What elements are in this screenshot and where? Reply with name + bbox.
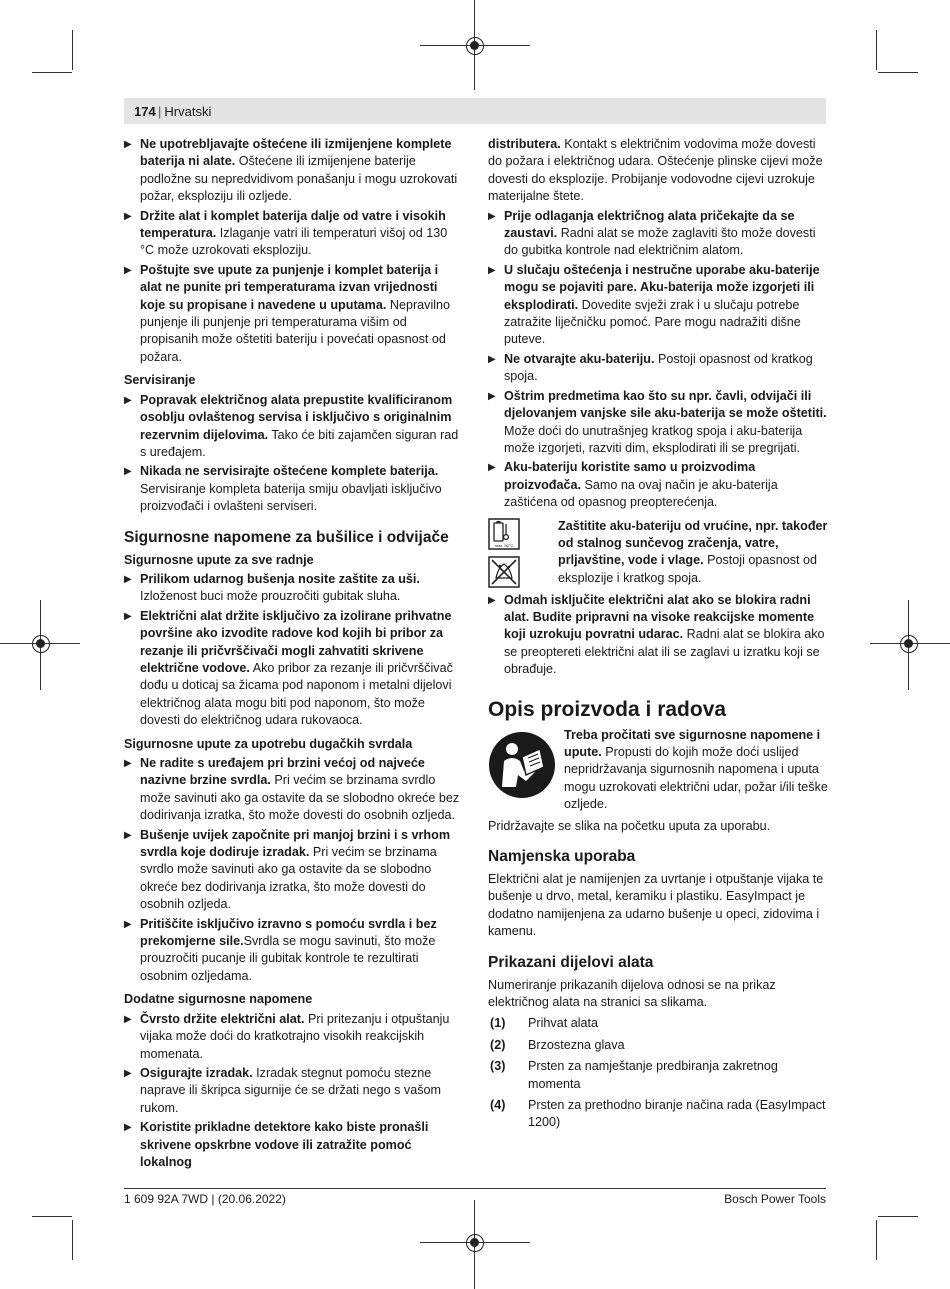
list-item: ▶ Držite alat i komplet baterija dalje od vatre i visokih temperatura. Izlaganje vatri ili temperaturi višoj od 130 °C može uzrokovati eksploziju. [124, 208, 462, 260]
list-item: (2) Brzostezna glava [490, 1037, 625, 1052]
registration-mark-icon [32, 635, 50, 653]
crop-mark [876, 1220, 877, 1260]
crop-mark [878, 1216, 918, 1217]
registration-mark-icon [466, 37, 484, 55]
paragraph: Pridržavajte se slika na početku uputa za uporabu. [488, 818, 771, 833]
list-item: ▶ U slučaju oštećenja i nestručne uporabe aku-baterije mogu se pojaviti pare. Aku-baterija može izgorjeti ili eksplodirati. Dovedite svježi zrak i u slučaju potrebe zatražite liječničku pomoć. Pare mogu nadražiti dišne puteve. [488, 262, 828, 349]
left-column [124, 136, 462, 1173]
section-subheading: Sigurnosne upute za upotrebu dugačkih svrdala [124, 736, 413, 751]
section-subheading: Servisiranje [124, 373, 196, 388]
crop-mark [72, 1220, 73, 1260]
parts-list [488, 1015, 828, 1131]
no-water-fire-icon [488, 556, 520, 588]
list-item: (1) Prihvat alata [490, 1016, 599, 1031]
paragraph: Električni alat je namijenjen za uvrtanje i otpuštanje vijaka te bušenje u drvo, metal, keramiku i plastiku. EasyImpact je dodatno namijenjena za udarno bušenje u opeci, zidovima i kamenu. [488, 872, 824, 939]
list-item: ▶ Nikada ne servisirajte oštećene komplete baterija. Servisiranje kompleta baterija smiju obavljati isključivo proizvođači i ovlašteni serviseri. [124, 463, 462, 515]
list-item: ▶ Aku-bateriju koristite samo u proizvodima proizvođača. Samo na ovaj način je aku-baterija zaštićena od opasnog preopterećenja. [488, 459, 828, 511]
list-item: ▶ Koristite prikladne detektore kako biste pronašli skrivene opskrbne vodove ili zatražite pomoć lokalnog [124, 1119, 462, 1171]
footer-rule [124, 1188, 826, 1189]
read-manual-icon [488, 731, 556, 799]
list-item: ▶ Oštrim predmetima kao što su npr. čavli, odvijači ili djelovanjem vanjske sile aku-baterija se može oštetiti. Može doći do unutrašnjeg kratkog spoja i aku-baterija može izgorjeti, razviti dim, eksplodirati ili se pregrijati. [488, 388, 828, 458]
page-number: 174 [134, 104, 156, 119]
list-item: ▶ Prije odlaganja električnog alata pričekajte da se zaustavi. Radni alat se može zaglaviti što može dovesti do gubitka kontrole nad električnim alatom. [488, 208, 828, 260]
list-item: (3) Prsten za namještanje predbiranja zakretnog momenta [490, 1059, 778, 1091]
section-heading: Prikazani dijelovi alata [488, 953, 654, 971]
brand-name: Bosch Power Tools [724, 1192, 826, 1206]
page-title: Opis proizvoda i radova [488, 697, 727, 721]
list-item: ▶ Popravak električnog alata prepustite kvalificiranom osoblju ovlaštenog servisa i isključivo s originalnim rezervnim dijelovima. Tako će biti zajamčen siguran rad s uređajem. [124, 392, 462, 462]
list-item: ▶ Čvrsto držite električni alat. Pri pritezanju i otpuštanju vijaka može doći do kratkotrajno visokih reakcijskih momenata. [124, 1011, 462, 1063]
crop-mark [878, 72, 918, 73]
battery-heat-warning: max. 50°C Zaštitite aku-bateriju od vrućine, npr. također od stalnog sunčevog zračenja, vatre, prljavštine, vode i vlage. Postoji opasnost od eksplozije i kratkog spoja. [488, 518, 828, 588]
list-item: ▶ Prilikom udarnog bušenja nosite zaštite za uši. Izloženost buci može prouzročiti gubitak sluha. [124, 571, 462, 606]
list-item: ▶ Osigurajte izradak. Izradak stegnut pomoću stezne naprave ili škripca sigurnije će se držati nego s vašom rukom. [124, 1065, 462, 1117]
page-language: | Hrvatski [158, 104, 211, 119]
section-subheading: Sigurnosne upute za sve radnje [124, 552, 314, 567]
section-heading: Namjenska uporaba [488, 848, 636, 865]
crop-mark [876, 30, 877, 70]
read-instructions-notice: Treba pročitati sve sigurnosne napomene i upute. Propusti do kojih može doći uslijed nepridržavanja sigurnosnih napomena i uputa mogu uzrokovati električni udar, požar i/ili teške ozljede. [488, 727, 828, 814]
page-header-bar [124, 98, 826, 124]
list-item: ▶ Odmah isključite električni alat ako se blokira radni alat. Budite pripravni na visoke reakcijske momente koji uzrokuju povratni udarac. Radni alat se blokira ako se preoptereti električni alat ili se zaglavi u izratku koji se obrađuje. [488, 592, 828, 679]
max-temperature-icon [488, 518, 520, 550]
crop-mark [72, 30, 73, 70]
paragraph: Numeriranje prikazanih dijelova odnosi se na prikaz električnog alata na stranici sa slikama. [488, 977, 776, 1010]
section-heading: Sigurnosne napomene za bušilice i odvijače [124, 528, 449, 546]
list-item: ▶ Poštujte sve upute za punjenje i komplet baterija i alat ne punite pri temperaturama izvan vrijednosti koje su propisane i navedene u uputama. Nepravilno punjenje ili punjenje pri temperaturama višim od propisanih može oštetiti bateriju i povećati opasnost od požara. [124, 262, 462, 366]
crop-mark [32, 1216, 72, 1217]
list-item: ▶ Električni alat držite isključivo za izolirane prihvatne površine ako izvodite radove kod kojih bi pribor za rezanje ili pričvrščivači mogli zahvatiti skrivene električne vodove. Ako pribor za rezanje ili pričvrščivač dođu u doticaj sa žicama pod naponom i metalni dijelovi električnog alata mogu biti pod naponom, što može dovesti do električnog udara rukovaoca. [124, 608, 462, 730]
registration-mark-icon [900, 635, 918, 653]
list-item: (4) Prsten za prethodno biranje načina rada (EasyImpact 1200) [490, 1098, 826, 1130]
document-code: 1 609 92A 7WD | (20.06.2022) [124, 1192, 286, 1206]
list-item: ▶ Ne radite s uređajem pri brzini većoj od najveće nazivne brzine svrdla. Pri većim se brzinama svrdlo može savinuti ako ga ostavite da se slobodno okreće bez dodirivanja izratka, što može dovesti do osobnih ozljeda. [124, 755, 462, 825]
right-column [488, 136, 828, 1136]
max-temperature-label: max. 50°C [494, 542, 514, 548]
list-item: ▶ Pritiščite isključivo izravno s pomoću svrdla i bez prekomjerne sile.Svrdla se mogu savinuti, što može prouzročiti pucanje ili gubitak kontrole te rezultirati osobnim ozljedama. [124, 916, 462, 986]
list-item: ▶ Ne upotrebljavajte oštećene ili izmijenjene komplete baterija ni alate. Oštećene ili izmijenjene baterije podložne su nepredvidivom ponašanju i mogu uzrokovati požar, eksploziju ili ozljede. [124, 136, 462, 206]
registration-mark-icon [466, 1234, 484, 1252]
list-item: ▶ Ne otvarajte aku-bateriju. Postoji opasnost od kratkog spoja. [488, 351, 828, 386]
list-item: ▶ Bušenje uvijek započnite pri manjoj brzini i s vrhom svrdla koje dodiruje izradak. Pri većim se brzinama svrdlo može savinuti ako ga ostavite da se slobodno okreće bez dodirivanja izratka, što može dovesti do osobnih ozljeda. [124, 827, 462, 914]
crop-mark [32, 72, 72, 73]
list-item-continuation: distributera. Kontakt s električnim vodovima može dovesti do požara i električnog udara. Oštećenje plinske cijevi može dovesti do eksplozije. Probijanje vodovodne cijevi uzrokuje materijalne štete. [488, 137, 823, 204]
section-subheading: Dodatne sigurnosne napomene [124, 992, 313, 1007]
